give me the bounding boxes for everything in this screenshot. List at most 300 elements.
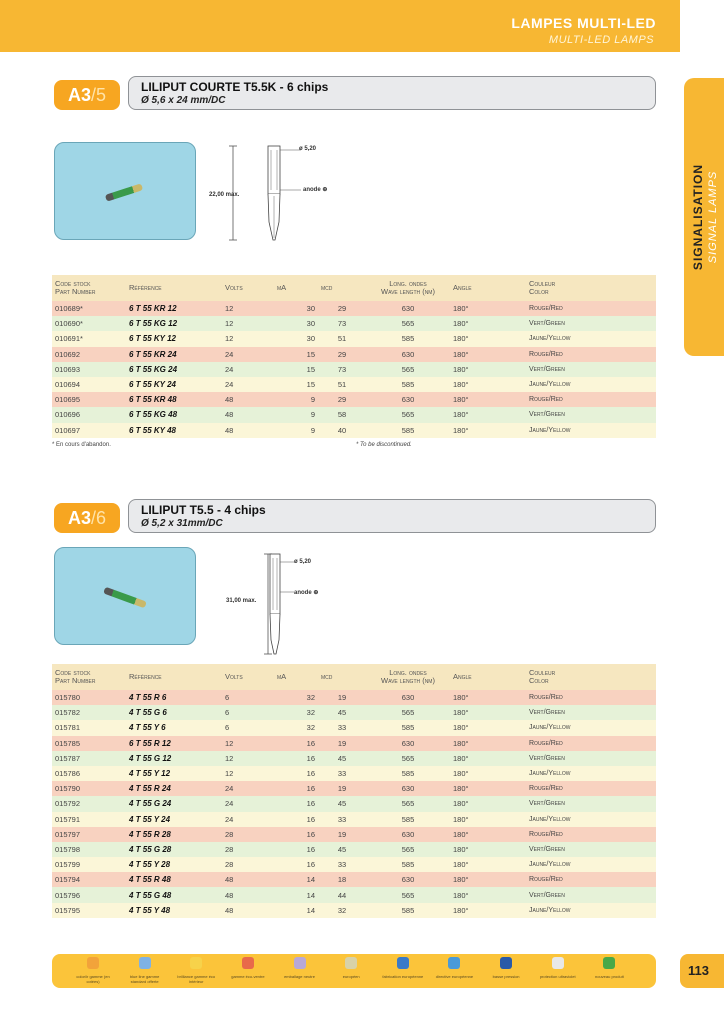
cell-color: Vert/Green bbox=[526, 751, 656, 766]
col-ref: Référence bbox=[126, 275, 222, 301]
cell-angle: 180° bbox=[450, 347, 526, 362]
cell-color: Jaune/Yellow bbox=[526, 720, 656, 735]
cell-mcd: 18 bbox=[318, 872, 366, 887]
europe-icon bbox=[345, 957, 357, 969]
cell-wave: 585 bbox=[366, 857, 450, 872]
cell-color: Vert/Green bbox=[526, 316, 656, 331]
cell-volts: 24 bbox=[222, 796, 274, 811]
cell-wave: 565 bbox=[366, 316, 450, 331]
cell-volts: 12 bbox=[222, 316, 274, 331]
table-row bbox=[52, 887, 656, 902]
nouveau-produit-icon bbox=[603, 957, 615, 969]
cell-volts: 6 bbox=[222, 690, 274, 705]
cell-volts: 24 bbox=[222, 812, 274, 827]
cell-wave: 565 bbox=[366, 407, 450, 422]
cell-wave: 585 bbox=[366, 720, 450, 735]
cell-ref: 6 T 55 KR 12 bbox=[126, 301, 222, 316]
cell-wave: 565 bbox=[366, 705, 450, 720]
feature-item bbox=[380, 956, 426, 979]
cell-angle: 180° bbox=[450, 690, 526, 705]
cell-wave: 585 bbox=[366, 423, 450, 438]
features-bar bbox=[52, 954, 656, 988]
cell-ref: 4 T 55 G 12 bbox=[126, 751, 222, 766]
table-row bbox=[52, 842, 656, 857]
cell-mcd: 33 bbox=[318, 812, 366, 827]
brilliance-icon bbox=[190, 957, 202, 969]
cell-mcd: 29 bbox=[318, 392, 366, 407]
cell-ref: 4 T 55 G 24 bbox=[126, 796, 222, 811]
fabrication-icon bbox=[397, 957, 409, 969]
cell-wave: 630 bbox=[366, 347, 450, 362]
cell-ma: 32 bbox=[274, 705, 318, 720]
section1-title: LILIPUT COURTE T5.5K - 6 chips bbox=[141, 80, 329, 94]
cell-angle: 180° bbox=[450, 331, 526, 346]
table-row bbox=[52, 407, 656, 422]
directive-icon bbox=[448, 957, 460, 969]
cell-color: Rouge/Red bbox=[526, 827, 656, 842]
cell-code: 010690* bbox=[52, 316, 126, 331]
section2-photo bbox=[54, 547, 196, 645]
cell-color: Vert/Green bbox=[526, 705, 656, 720]
col-ma: mA bbox=[274, 664, 318, 690]
cell-ref: 6 T 55 KG 48 bbox=[126, 407, 222, 422]
cell-ma: 15 bbox=[274, 362, 318, 377]
cell-ref: 4 T 55 R 48 bbox=[126, 872, 222, 887]
cell-ref: 6 T 55 KR 24 bbox=[126, 347, 222, 362]
col-angle: Angle bbox=[450, 275, 526, 301]
table-row bbox=[52, 331, 656, 346]
cell-code: 010694 bbox=[52, 377, 126, 392]
col-mcd: mcd bbox=[318, 664, 366, 690]
feature-item bbox=[173, 956, 219, 984]
section1-drawing bbox=[205, 140, 345, 246]
table-row bbox=[52, 781, 656, 796]
cell-wave: 565 bbox=[366, 887, 450, 902]
cell-volts: 24 bbox=[222, 781, 274, 796]
cell-ref: 6 T 55 KY 12 bbox=[126, 331, 222, 346]
cell-ref: 6 T 55 KG 12 bbox=[126, 316, 222, 331]
note-en: * To be discontinued. bbox=[356, 442, 412, 448]
cell-wave: 565 bbox=[366, 362, 450, 377]
cell-ma: 16 bbox=[274, 751, 318, 766]
cell-color: Rouge/Red bbox=[526, 392, 656, 407]
cell-angle: 180° bbox=[450, 766, 526, 781]
section2-table bbox=[52, 664, 656, 918]
table-row bbox=[52, 827, 656, 842]
cell-mcd: 73 bbox=[318, 362, 366, 377]
col-color: Couleur Color bbox=[526, 664, 656, 690]
emballage-icon bbox=[294, 957, 306, 969]
section1-diameter: ø 5,20 bbox=[299, 146, 317, 152]
cell-angle: 180° bbox=[450, 812, 526, 827]
cell-angle: 180° bbox=[450, 872, 526, 887]
cell-wave: 585 bbox=[366, 331, 450, 346]
cell-code: 015790 bbox=[52, 781, 126, 796]
cell-ma: 15 bbox=[274, 347, 318, 362]
cell-ma: 14 bbox=[274, 887, 318, 902]
hbd-icon bbox=[242, 957, 254, 969]
section1-title-box bbox=[128, 76, 656, 110]
cell-angle: 180° bbox=[450, 842, 526, 857]
side-tab-subtitle: SIGNAL LAMPS bbox=[707, 170, 719, 264]
table-row bbox=[52, 316, 656, 331]
cell-wave: 565 bbox=[366, 842, 450, 857]
cell-ma: 9 bbox=[274, 407, 318, 422]
cell-volts: 48 bbox=[222, 407, 274, 422]
table-row bbox=[52, 766, 656, 781]
feature-label: directive européenne bbox=[435, 974, 474, 979]
cell-mcd: 19 bbox=[318, 690, 366, 705]
cell-code: 015786 bbox=[52, 766, 126, 781]
col-volts: Volts bbox=[222, 664, 274, 690]
cell-ma: 16 bbox=[274, 812, 318, 827]
cell-volts: 28 bbox=[222, 857, 274, 872]
cell-mcd: 44 bbox=[318, 887, 366, 902]
table-row bbox=[52, 903, 656, 918]
cell-ma: 30 bbox=[274, 301, 318, 316]
feature-item bbox=[535, 956, 581, 979]
cell-wave: 630 bbox=[366, 781, 450, 796]
table-row bbox=[52, 301, 656, 316]
cell-ma: 16 bbox=[274, 781, 318, 796]
cell-code: 015799 bbox=[52, 857, 126, 872]
cell-wave: 565 bbox=[366, 751, 450, 766]
cell-volts: 24 bbox=[222, 347, 274, 362]
cell-ma: 9 bbox=[274, 423, 318, 438]
cell-volts: 6 bbox=[222, 705, 274, 720]
col-mcd: mcd bbox=[318, 275, 366, 301]
cell-color: Rouge/Red bbox=[526, 872, 656, 887]
feature-item bbox=[70, 956, 116, 984]
cell-code: 015791 bbox=[52, 812, 126, 827]
header-subtitle: MULTI-LED LAMPS bbox=[548, 34, 654, 46]
feature-label: européen bbox=[342, 974, 360, 979]
cell-code: 015795 bbox=[52, 903, 126, 918]
table-row bbox=[52, 720, 656, 735]
col-wave: Long. ondes Wave length (nm) bbox=[366, 664, 450, 690]
cell-mcd: 51 bbox=[318, 377, 366, 392]
cell-mcd: 19 bbox=[318, 781, 366, 796]
section1-length: 22,00 max. bbox=[209, 192, 240, 198]
cell-color: Jaune/Yellow bbox=[526, 423, 656, 438]
page-number: 113 bbox=[688, 963, 709, 978]
cell-mcd: 51 bbox=[318, 331, 366, 346]
feature-label: basse pression bbox=[492, 974, 520, 979]
feature-item bbox=[483, 956, 529, 979]
cell-wave: 630 bbox=[366, 872, 450, 887]
header-title: LAMPES MULTI-LED bbox=[511, 15, 656, 31]
cell-volts: 12 bbox=[222, 766, 274, 781]
cell-color: Jaune/Yellow bbox=[526, 377, 656, 392]
table-row bbox=[52, 705, 656, 720]
cell-color: Rouge/Red bbox=[526, 690, 656, 705]
feature-item bbox=[586, 956, 632, 979]
col-color: Couleur Color bbox=[526, 275, 656, 301]
table-row bbox=[52, 362, 656, 377]
cell-ma: 14 bbox=[274, 872, 318, 887]
cell-mcd: 29 bbox=[318, 347, 366, 362]
cell-code: 015785 bbox=[52, 736, 126, 751]
section2-anode: anode ⊕ bbox=[294, 590, 319, 596]
cell-mcd: 45 bbox=[318, 842, 366, 857]
section1-badge: A3/5 bbox=[54, 80, 120, 110]
lamp-image bbox=[103, 587, 147, 609]
cell-ref: 4 T 55 R 24 bbox=[126, 781, 222, 796]
cell-ma: 32 bbox=[274, 720, 318, 735]
cell-ma: 14 bbox=[274, 903, 318, 918]
cell-mcd: 40 bbox=[318, 423, 366, 438]
cell-volts: 48 bbox=[222, 392, 274, 407]
cell-code: 010689* bbox=[52, 301, 126, 316]
cell-color: Jaune/Yellow bbox=[526, 331, 656, 346]
cell-code: 010695 bbox=[52, 392, 126, 407]
cell-color: Jaune/Yellow bbox=[526, 812, 656, 827]
cell-volts: 6 bbox=[222, 720, 274, 735]
cell-volts: 12 bbox=[222, 301, 274, 316]
cell-code: 015794 bbox=[52, 872, 126, 887]
col-ma: mA bbox=[274, 275, 318, 301]
cell-angle: 180° bbox=[450, 705, 526, 720]
cell-mcd: 45 bbox=[318, 705, 366, 720]
section1-anode: anode ⊕ bbox=[303, 187, 328, 193]
cell-angle: 180° bbox=[450, 857, 526, 872]
cell-color: Vert/Green bbox=[526, 407, 656, 422]
cell-ref: 4 T 55 Y 48 bbox=[126, 903, 222, 918]
cell-volts: 48 bbox=[222, 423, 274, 438]
side-tab bbox=[684, 78, 724, 356]
cell-ref: 6 T 55 KY 48 bbox=[126, 423, 222, 438]
cell-angle: 180° bbox=[450, 301, 526, 316]
cell-ref: 4 T 55 Y 24 bbox=[126, 812, 222, 827]
cell-mcd: 32 bbox=[318, 903, 366, 918]
section2-subtitle: Ø 5,2 x 31mm/DC bbox=[141, 518, 223, 529]
table-row bbox=[52, 872, 656, 887]
section2-title-box bbox=[128, 499, 656, 533]
section2-drawing bbox=[218, 550, 348, 660]
cell-ma: 16 bbox=[274, 766, 318, 781]
cell-angle: 180° bbox=[450, 377, 526, 392]
cell-wave: 585 bbox=[366, 812, 450, 827]
cell-volts: 48 bbox=[222, 872, 274, 887]
cell-angle: 180° bbox=[450, 827, 526, 842]
table-row bbox=[52, 736, 656, 751]
protection-icon bbox=[552, 957, 564, 969]
cell-ma: 15 bbox=[274, 377, 318, 392]
cell-code: 010691* bbox=[52, 331, 126, 346]
feature-label: color/ir gamme (en cotées) bbox=[76, 974, 110, 984]
cell-color: Rouge/Red bbox=[526, 301, 656, 316]
cell-volts: 28 bbox=[222, 827, 274, 842]
feature-item bbox=[225, 956, 271, 979]
feature-item bbox=[122, 956, 168, 984]
cell-ma: 16 bbox=[274, 857, 318, 872]
cell-code: 010692 bbox=[52, 347, 126, 362]
cell-angle: 180° bbox=[450, 736, 526, 751]
section2-title: LILIPUT T5.5 - 4 chips bbox=[141, 503, 266, 517]
cell-angle: 180° bbox=[450, 903, 526, 918]
feature-label: nouveau produit bbox=[595, 974, 624, 979]
cell-wave: 630 bbox=[366, 736, 450, 751]
table-header-row bbox=[52, 275, 656, 301]
cell-angle: 180° bbox=[450, 796, 526, 811]
cell-angle: 180° bbox=[450, 781, 526, 796]
section1-subtitle: Ø 5,6 x 24 mm/DC bbox=[141, 95, 226, 106]
section2-diameter: ø 5,20 bbox=[294, 559, 312, 565]
cell-volts: 28 bbox=[222, 842, 274, 857]
cell-mcd: 58 bbox=[318, 407, 366, 422]
lamp-outline-drawing bbox=[218, 550, 348, 660]
cell-mcd: 19 bbox=[318, 736, 366, 751]
col-ref: Référence bbox=[126, 664, 222, 690]
cell-ref: 4 T 55 Y 12 bbox=[126, 766, 222, 781]
cell-ref: 6 T 55 KR 48 bbox=[126, 392, 222, 407]
cell-wave: 630 bbox=[366, 392, 450, 407]
table-row bbox=[52, 857, 656, 872]
cell-ma: 30 bbox=[274, 316, 318, 331]
cell-color: Vert/Green bbox=[526, 842, 656, 857]
cell-volts: 12 bbox=[222, 751, 274, 766]
cell-mcd: 33 bbox=[318, 857, 366, 872]
cell-color: Vert/Green bbox=[526, 887, 656, 902]
blue-line-icon bbox=[139, 957, 151, 969]
feature-label: protection ultraviolet bbox=[539, 974, 576, 979]
table-row bbox=[52, 690, 656, 705]
cell-mcd: 45 bbox=[318, 796, 366, 811]
cell-mcd: 33 bbox=[318, 766, 366, 781]
cell-color: Rouge/Red bbox=[526, 781, 656, 796]
table-row bbox=[52, 751, 656, 766]
cell-angle: 180° bbox=[450, 751, 526, 766]
cell-wave: 585 bbox=[366, 766, 450, 781]
cell-ref: 4 T 55 R 6 bbox=[126, 690, 222, 705]
cell-mcd: 45 bbox=[318, 751, 366, 766]
lamp-image bbox=[105, 183, 143, 201]
cell-angle: 180° bbox=[450, 316, 526, 331]
cell-angle: 180° bbox=[450, 887, 526, 902]
cell-ref: 4 T 55 G 48 bbox=[126, 887, 222, 902]
feature-label: gamme éco-ventre bbox=[231, 974, 265, 979]
cell-wave: 565 bbox=[366, 796, 450, 811]
cell-code: 015780 bbox=[52, 690, 126, 705]
cell-ma: 9 bbox=[274, 392, 318, 407]
feature-item bbox=[431, 956, 477, 979]
cell-mcd: 73 bbox=[318, 316, 366, 331]
cell-mcd: 19 bbox=[318, 827, 366, 842]
cell-ma: 32 bbox=[274, 690, 318, 705]
cell-code: 015782 bbox=[52, 705, 126, 720]
cell-wave: 630 bbox=[366, 301, 450, 316]
side-tab-title: SIGNALISATION bbox=[691, 163, 705, 271]
cell-wave: 585 bbox=[366, 903, 450, 918]
cell-ma: 16 bbox=[274, 827, 318, 842]
page-tab bbox=[680, 954, 724, 988]
cell-color: Jaune/Yellow bbox=[526, 903, 656, 918]
cell-ma: 16 bbox=[274, 736, 318, 751]
cell-color: Rouge/Red bbox=[526, 347, 656, 362]
feature-item bbox=[328, 956, 374, 979]
col-volts: Volts bbox=[222, 275, 274, 301]
cell-ref: 4 T 55 G 6 bbox=[126, 705, 222, 720]
cell-volts: 24 bbox=[222, 377, 274, 392]
cell-angle: 180° bbox=[450, 362, 526, 377]
cell-color: Rouge/Red bbox=[526, 736, 656, 751]
table-row bbox=[52, 423, 656, 438]
cell-code: 010693 bbox=[52, 362, 126, 377]
cell-code: 015781 bbox=[52, 720, 126, 735]
note-fr: * En cours d'abandon. bbox=[52, 442, 111, 448]
cell-ref: 4 T 55 R 28 bbox=[126, 827, 222, 842]
cell-ref: 6 T 55 KY 24 bbox=[126, 377, 222, 392]
cell-ref: 4 T 55 Y 28 bbox=[126, 857, 222, 872]
feature-label: emballage neutre bbox=[284, 974, 315, 979]
col-code: Code stock Part Number bbox=[52, 275, 126, 301]
feature-label: brilliance gamme éco intérieur bbox=[177, 974, 216, 984]
cell-ref: 6 T 55 KG 24 bbox=[126, 362, 222, 377]
section1-table bbox=[52, 275, 656, 438]
table-row bbox=[52, 812, 656, 827]
cell-wave: 630 bbox=[366, 690, 450, 705]
cell-code: 015797 bbox=[52, 827, 126, 842]
cell-mcd: 29 bbox=[318, 301, 366, 316]
basse-pression-icon bbox=[500, 957, 512, 969]
cell-ref: 4 T 55 Y 6 bbox=[126, 720, 222, 735]
cell-color: Jaune/Yellow bbox=[526, 857, 656, 872]
col-code: Code stock Part Number bbox=[52, 664, 126, 690]
cell-angle: 180° bbox=[450, 407, 526, 422]
cell-volts: 48 bbox=[222, 887, 274, 902]
cell-volts: 12 bbox=[222, 331, 274, 346]
col-angle: Angle bbox=[450, 664, 526, 690]
table-row bbox=[52, 796, 656, 811]
cell-volts: 48 bbox=[222, 903, 274, 918]
cell-code: 015787 bbox=[52, 751, 126, 766]
cell-code: 010697 bbox=[52, 423, 126, 438]
cell-code: 015796 bbox=[52, 887, 126, 902]
cell-mcd: 33 bbox=[318, 720, 366, 735]
table-row bbox=[52, 377, 656, 392]
cell-angle: 180° bbox=[450, 423, 526, 438]
feature-label: blue line gamme standard offerte bbox=[129, 974, 160, 984]
cell-color: Vert/Green bbox=[526, 362, 656, 377]
cell-ma: 16 bbox=[274, 796, 318, 811]
cell-volts: 12 bbox=[222, 736, 274, 751]
table-header-row bbox=[52, 664, 656, 690]
cell-wave: 585 bbox=[366, 377, 450, 392]
cell-code: 015792 bbox=[52, 796, 126, 811]
cell-volts: 24 bbox=[222, 362, 274, 377]
section2-length: 31,00 max. bbox=[226, 598, 257, 604]
cell-color: Jaune/Yellow bbox=[526, 766, 656, 781]
cell-angle: 180° bbox=[450, 720, 526, 735]
table-row bbox=[52, 347, 656, 362]
cell-code: 010696 bbox=[52, 407, 126, 422]
cell-ma: 30 bbox=[274, 331, 318, 346]
feature-item bbox=[277, 956, 323, 979]
cell-angle: 180° bbox=[450, 392, 526, 407]
cell-color: Vert/Green bbox=[526, 796, 656, 811]
cell-ma: 16 bbox=[274, 842, 318, 857]
cell-wave: 630 bbox=[366, 827, 450, 842]
section1-photo bbox=[54, 142, 196, 240]
cell-ref: 4 T 55 G 28 bbox=[126, 842, 222, 857]
section2-badge: A3/6 bbox=[54, 503, 120, 533]
feature-label: fabrication européenne bbox=[382, 974, 424, 979]
table-row bbox=[52, 392, 656, 407]
cell-ref: 6 T 55 R 12 bbox=[126, 736, 222, 751]
col-wave: Long. ondes Wave length (nm) bbox=[366, 275, 450, 301]
cell-code: 015798 bbox=[52, 842, 126, 857]
color-circle-icon bbox=[87, 957, 99, 969]
